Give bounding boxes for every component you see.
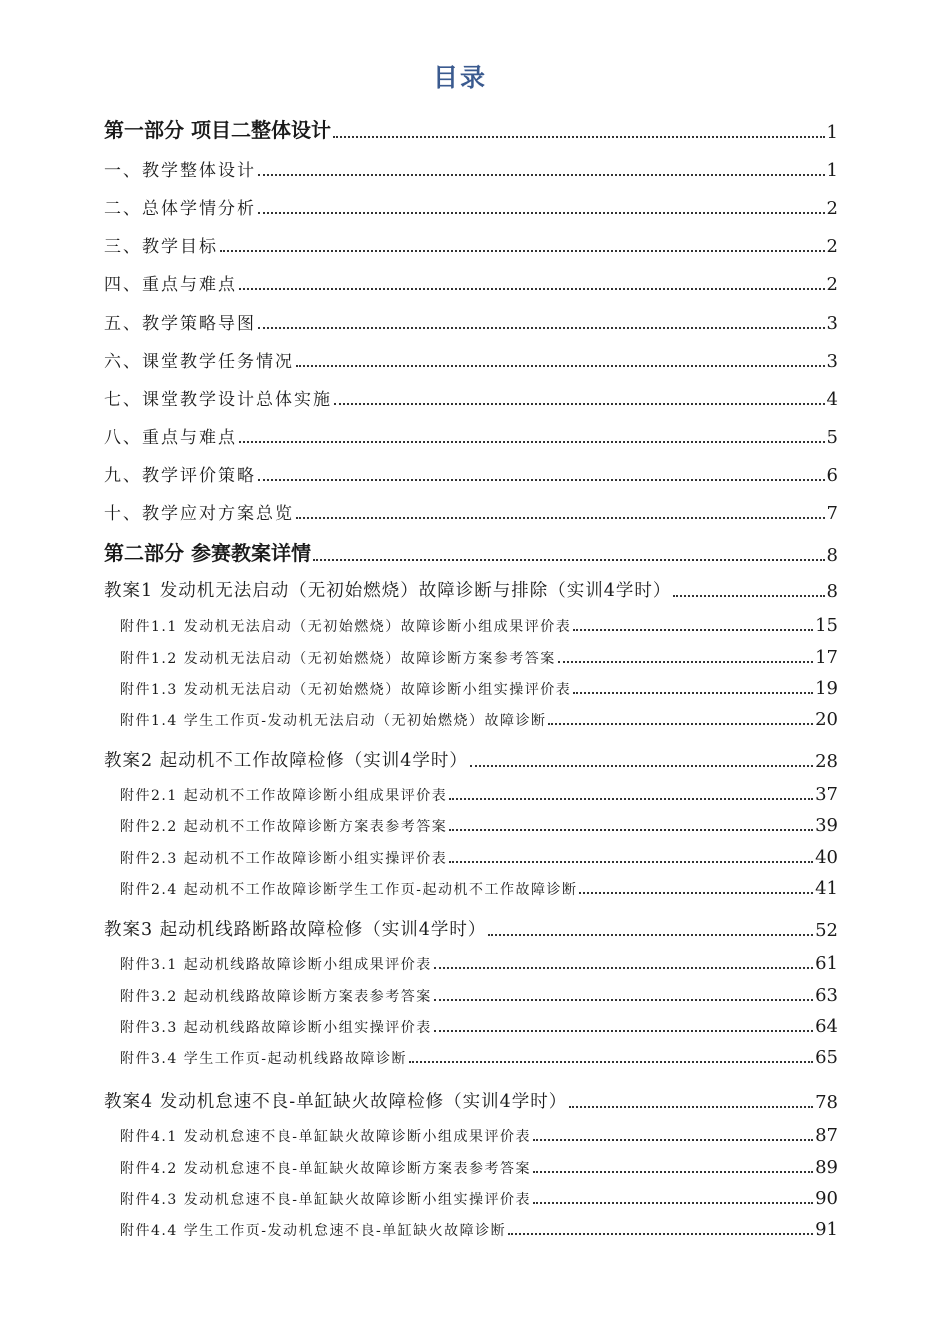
toc-label: 七、课堂教学设计总体实施 <box>104 390 332 410</box>
dot-leader <box>508 1233 813 1235</box>
dot-leader <box>488 934 813 936</box>
toc-page-number: 6 <box>826 465 838 486</box>
dot-leader <box>579 892 813 894</box>
page-title: 目录 <box>432 63 487 92</box>
toc-lesson-plan[interactable] <box>104 1088 838 1113</box>
toc-page-number: 1 <box>826 122 838 143</box>
dot-leader <box>533 1171 813 1173</box>
toc-attachment[interactable] <box>120 985 838 1006</box>
dot-leader <box>296 517 825 519</box>
toc-section[interactable] <box>104 309 838 334</box>
dot-leader <box>449 861 813 863</box>
dot-leader <box>258 327 825 329</box>
toc-page-number: 52 <box>815 920 838 941</box>
toc-page-number: 19 <box>815 678 838 699</box>
toc-page-number: 78 <box>815 1092 838 1113</box>
toc-page-number: 5 <box>826 427 838 448</box>
toc-part-1[interactable] <box>104 114 838 143</box>
dot-leader <box>258 212 825 214</box>
dot-leader <box>434 999 813 1001</box>
dot-leader <box>434 967 813 969</box>
dot-leader <box>533 1139 813 1141</box>
toc-label: 附件4.3 发动机怠速不良-单缸缺火故障诊断小组实操评价表 <box>120 1192 531 1208</box>
toc-label: 教案1 发动机无法启动（无初始燃烧）故障诊断与排除（实训4学时） <box>104 581 672 601</box>
toc-label: 附件3.2 起动机线路故障诊断方案表参考答案 <box>120 989 432 1005</box>
toc-label: 附件3.4 学生工作页-起动机线路故障诊断 <box>120 1051 407 1067</box>
toc-label: 四、重点与难点 <box>104 275 237 295</box>
dot-leader <box>296 365 825 367</box>
toc-page-number: 2 <box>826 274 838 295</box>
dot-leader <box>558 661 813 663</box>
toc-section[interactable] <box>104 385 838 410</box>
toc-page-number: 87 <box>815 1125 838 1146</box>
toc-part-2[interactable] <box>104 537 838 566</box>
toc-label: 附件4.1 发动机怠速不良-单缸缺火故障诊断小组成果评价表 <box>120 1129 531 1145</box>
toc-page-number: 15 <box>815 615 838 636</box>
toc-label: 附件1.1 发动机无法启动（无初始燃烧）故障诊断小组成果评价表 <box>120 619 572 635</box>
toc-page-number: 39 <box>815 815 838 836</box>
toc-page-number: 40 <box>815 847 838 868</box>
toc-label: 十、教学应对方案总览 <box>104 504 294 524</box>
toc-label: 教案4 发动机怠速不良-单缸缺火故障检修（实训4学时） <box>104 1092 568 1112</box>
toc-section[interactable] <box>104 270 838 295</box>
dot-leader <box>548 723 813 725</box>
dot-leader <box>573 629 813 631</box>
toc-label: 教案2 起动机不工作故障检修（实训4学时） <box>104 751 468 771</box>
toc-label: 三、教学目标 <box>104 237 218 257</box>
toc-label: 附件3.3 起动机线路故障诊断小组实操评价表 <box>120 1020 432 1036</box>
toc-page-number: 20 <box>815 709 838 730</box>
toc-label: 第一部分 项目二整体设计 <box>104 118 331 142</box>
dot-leader <box>239 441 825 443</box>
toc-lesson-plan[interactable] <box>104 916 838 941</box>
toc-lesson-plan[interactable] <box>104 747 838 772</box>
toc-label: 附件4.2 发动机怠速不良-单缸缺火故障诊断方案表参考答案 <box>120 1161 531 1177</box>
toc-page-number: 91 <box>815 1219 838 1240</box>
dot-leader <box>569 1106 813 1108</box>
toc-attachment[interactable] <box>120 1125 838 1146</box>
dot-leader <box>333 136 825 138</box>
toc-page-number: 65 <box>815 1047 838 1068</box>
toc-attachment[interactable] <box>120 878 838 899</box>
toc-label: 附件1.3 发动机无法启动（无初始燃烧）故障诊断小组实操评价表 <box>120 682 572 698</box>
toc-label: 教案3 起动机线路断路故障检修（实训4学时） <box>104 920 487 940</box>
toc-section[interactable] <box>104 156 838 181</box>
toc-page-number: 63 <box>815 985 838 1006</box>
toc-attachment[interactable] <box>120 709 838 730</box>
toc-page-number: 1 <box>826 160 838 181</box>
toc-attachment[interactable] <box>120 647 838 668</box>
toc-label: 附件1.4 学生工作页-发动机无法启动（无初始燃烧）故障诊断 <box>120 713 547 729</box>
toc-section[interactable] <box>104 499 838 524</box>
toc-label: 第二部分 参赛教案详情 <box>104 541 311 565</box>
toc-attachment[interactable] <box>120 615 838 636</box>
dot-leader <box>533 1202 813 1204</box>
dot-leader <box>449 829 813 831</box>
toc-page-number: 37 <box>815 784 838 805</box>
toc-attachment[interactable] <box>120 1188 838 1209</box>
toc-label: 九、教学评价策略 <box>104 466 256 486</box>
toc-label: 附件2.4 起动机不工作故障诊断学生工作页-起动机不工作故障诊断 <box>120 882 578 898</box>
dot-leader <box>258 174 825 176</box>
toc-page-number: 61 <box>815 953 838 974</box>
toc-attachment[interactable] <box>120 847 838 868</box>
toc-label: 一、教学整体设计 <box>104 161 256 181</box>
toc-label: 附件4.4 学生工作页-发动机怠速不良-单缸缺火故障诊断 <box>120 1223 507 1239</box>
toc-page-number: 7 <box>826 503 838 524</box>
toc-page-number: 2 <box>826 198 838 219</box>
toc-attachment[interactable] <box>120 1047 838 1068</box>
toc-label: 五、教学策略导图 <box>104 314 256 334</box>
dot-leader <box>573 692 813 694</box>
toc-page-number: 64 <box>815 1016 838 1037</box>
toc-section[interactable] <box>104 423 838 448</box>
toc-page-number: 89 <box>815 1157 838 1178</box>
toc-label: 附件2.1 起动机不工作故障诊断小组成果评价表 <box>120 788 448 804</box>
toc-label: 附件2.3 起动机不工作故障诊断小组实操评价表 <box>120 851 448 867</box>
dot-leader <box>434 1030 813 1032</box>
dot-leader <box>334 403 825 405</box>
dot-leader <box>313 559 825 561</box>
toc-label: 八、重点与难点 <box>104 428 237 448</box>
toc-label: 二、总体学情分析 <box>104 199 256 219</box>
dot-leader <box>470 765 813 767</box>
toc-lesson-plan[interactable] <box>104 577 838 602</box>
toc-attachment[interactable] <box>120 1016 838 1037</box>
dot-leader <box>673 595 824 597</box>
toc-label: 六、课堂教学任务情况 <box>104 352 294 372</box>
dot-leader <box>220 250 825 252</box>
toc-page-number: 28 <box>815 751 838 772</box>
toc-page-number: 8 <box>826 545 838 566</box>
toc-attachment[interactable] <box>120 953 838 974</box>
toc-section[interactable] <box>104 347 838 372</box>
toc-label: 附件3.1 起动机线路故障诊断小组成果评价表 <box>120 957 432 973</box>
dot-leader <box>409 1061 813 1063</box>
toc-page-number: 41 <box>815 878 838 899</box>
toc-section[interactable] <box>104 461 838 486</box>
toc-label: 附件1.2 发动机无法启动（无初始燃烧）故障诊断方案参考答案 <box>120 651 556 667</box>
toc-label: 附件2.2 起动机不工作故障诊断方案表参考答案 <box>120 819 448 835</box>
dot-leader <box>239 288 825 290</box>
toc-page-number: 8 <box>826 581 838 602</box>
toc-section[interactable] <box>104 194 838 219</box>
toc-attachment[interactable] <box>120 1157 838 1178</box>
toc-page-number: 90 <box>815 1188 838 1209</box>
toc-attachment[interactable] <box>120 815 838 836</box>
dot-leader <box>449 798 813 800</box>
toc-page-number: 4 <box>826 389 838 410</box>
toc-section[interactable] <box>104 232 838 257</box>
toc-page-number: 17 <box>815 647 838 668</box>
toc-page-number: 3 <box>826 351 838 372</box>
toc-attachment[interactable] <box>120 1219 838 1240</box>
dot-leader <box>258 479 825 481</box>
toc-page-number: 2 <box>826 236 838 257</box>
toc-attachment[interactable] <box>120 678 838 699</box>
toc-page-number: 3 <box>826 313 838 334</box>
toc-attachment[interactable] <box>120 784 838 805</box>
